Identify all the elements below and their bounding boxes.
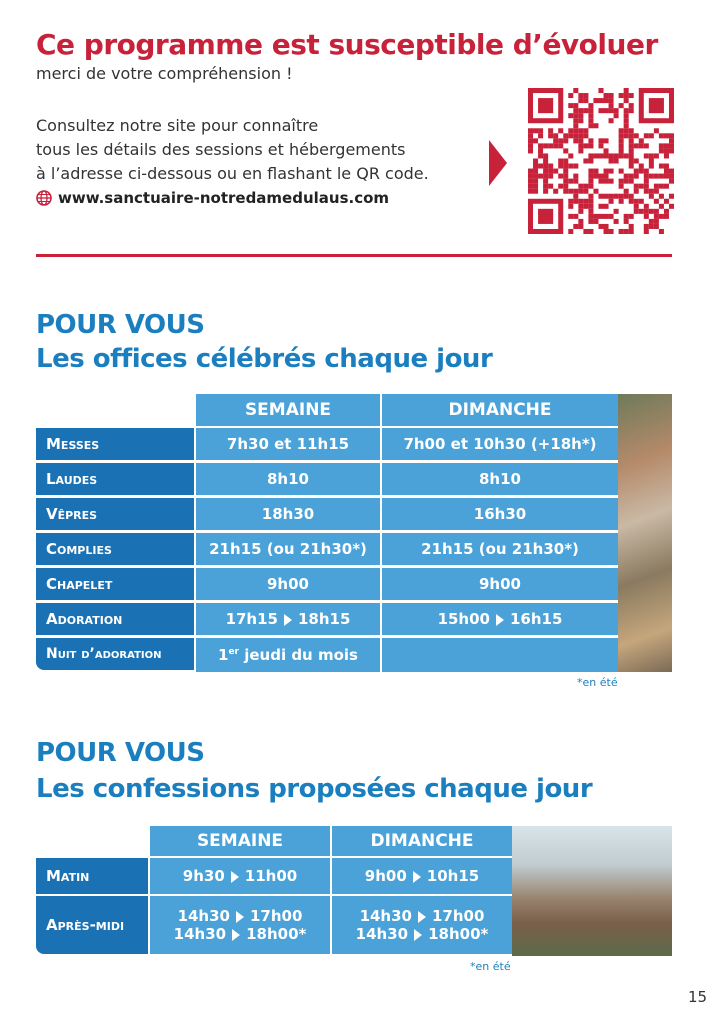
row-label-complies: Complies	[36, 533, 194, 565]
cell-laudes-dimanche: 8h10	[382, 463, 618, 495]
virgin-statue-photo	[512, 826, 672, 956]
cell-apres-midi-semaine	[150, 896, 330, 954]
offices-note: *en été	[577, 676, 618, 689]
am-dimanche-to-1: 17h00	[432, 907, 485, 925]
headline: Ce programme est susceptible d’évoluer	[36, 28, 658, 61]
consult-line-1: Consultez notre site pour connaître	[36, 116, 319, 135]
arrow-right-icon	[418, 911, 426, 923]
cell-matin-dimanche	[332, 858, 512, 894]
adoration-semaine-to: 18h15	[298, 610, 351, 628]
confessions-col-semaine: SEMAINE	[150, 826, 330, 856]
cell-nuit-dimanche	[382, 638, 618, 672]
eucharist-photo	[618, 394, 672, 672]
adoration-dimanche-to: 16h15	[510, 610, 563, 628]
offices-title-2: Les offices célébrés chaque jour	[36, 344, 493, 374]
offices-title-1: POUR VOUS	[36, 310, 205, 340]
nuit-semaine-post: jeudi du mois	[239, 646, 358, 664]
globe-icon	[36, 190, 52, 206]
confessions-title-2: Les confessions proposées chaque jour	[36, 774, 593, 804]
row-label-matin: Matin	[36, 858, 148, 894]
cell-messes-dimanche: 7h00 et 10h30 (+18h*)	[382, 428, 618, 460]
am-dimanche-to-2: 18h00*	[428, 925, 489, 943]
matin-dimanche-from: 9h00	[364, 867, 407, 885]
matin-semaine-to: 11h00	[244, 867, 298, 885]
qr-code[interactable]	[528, 88, 674, 234]
cell-messes-semaine: 7h30 et 11h15	[196, 428, 380, 460]
confessions-col-dimanche: DIMANCHE	[332, 826, 512, 856]
arrow-right-icon	[231, 871, 239, 883]
divider	[36, 254, 672, 257]
am-dimanche-from-2: 14h30	[355, 925, 409, 943]
row-label-apres-midi: Après-midi	[36, 896, 148, 954]
am-semaine-from-2: 14h30	[173, 925, 227, 943]
cell-complies-dimanche: 21h15 (ou 21h30*)	[382, 533, 618, 565]
offices-col-dimanche: DIMANCHE	[382, 394, 618, 426]
row-label-nuit-adoration: Nuit d’adoration	[36, 638, 194, 670]
page-number: 15	[688, 988, 708, 1006]
row-label-chapelet: Chapelet	[36, 568, 194, 600]
cell-chapelet-semaine: 9h00	[196, 568, 380, 600]
confessions-note: *en été	[470, 960, 511, 973]
cell-chapelet-dimanche: 9h00	[382, 568, 618, 600]
offices-col-semaine: SEMAINE	[196, 394, 380, 426]
am-semaine-from-1: 14h30	[177, 907, 230, 925]
consult-line-2: tous les détails des sessions et hébergements	[36, 140, 406, 159]
website-link[interactable]: www.sanctuaire-notredamedulaus.com	[58, 189, 390, 207]
am-dimanche-from-1: 14h30	[359, 907, 412, 925]
row-label-laudes: Laudes	[36, 463, 194, 495]
arrow-right-icon	[236, 911, 244, 923]
cell-adoration-semaine	[196, 603, 380, 635]
adoration-semaine-from: 17h15	[225, 610, 278, 628]
am-semaine-to-2: 18h00*	[246, 925, 307, 943]
cell-vepres-semaine: 18h30	[196, 498, 380, 530]
confessions-title-1: POUR VOUS	[36, 738, 205, 768]
nuit-semaine-sup: er	[228, 647, 239, 657]
row-label-messes: Messes	[36, 428, 194, 460]
arrow-right-icon	[413, 871, 421, 883]
row-label-adoration: Adoration	[36, 603, 194, 635]
matin-dimanche-to: 10h15	[426, 867, 480, 885]
subline: merci de votre compréhension !	[36, 64, 293, 83]
cell-adoration-dimanche	[382, 603, 618, 635]
row-label-vepres: Vêpres	[36, 498, 194, 530]
arrow-right-icon	[496, 614, 504, 626]
arrow-right-icon	[232, 929, 240, 941]
consult-line-3: à l’adresse ci-dessous ou en flashant le QR code.	[36, 164, 429, 183]
arrow-right-icon	[414, 929, 422, 941]
cell-apres-midi-dimanche	[332, 896, 512, 954]
adoration-dimanche-from: 15h00	[437, 610, 490, 628]
nuit-semaine-pre: 1	[218, 646, 229, 664]
cell-matin-semaine	[150, 858, 330, 894]
cell-vepres-dimanche: 16h30	[382, 498, 618, 530]
matin-semaine-from: 9h30	[182, 867, 225, 885]
arrow-right-icon	[489, 140, 507, 186]
cell-complies-semaine: 21h15 (ou 21h30*)	[196, 533, 380, 565]
arrow-right-icon	[284, 614, 292, 626]
am-semaine-to-1: 17h00	[250, 907, 303, 925]
cell-nuit-semaine	[196, 638, 380, 672]
cell-laudes-semaine: 8h10	[196, 463, 380, 495]
